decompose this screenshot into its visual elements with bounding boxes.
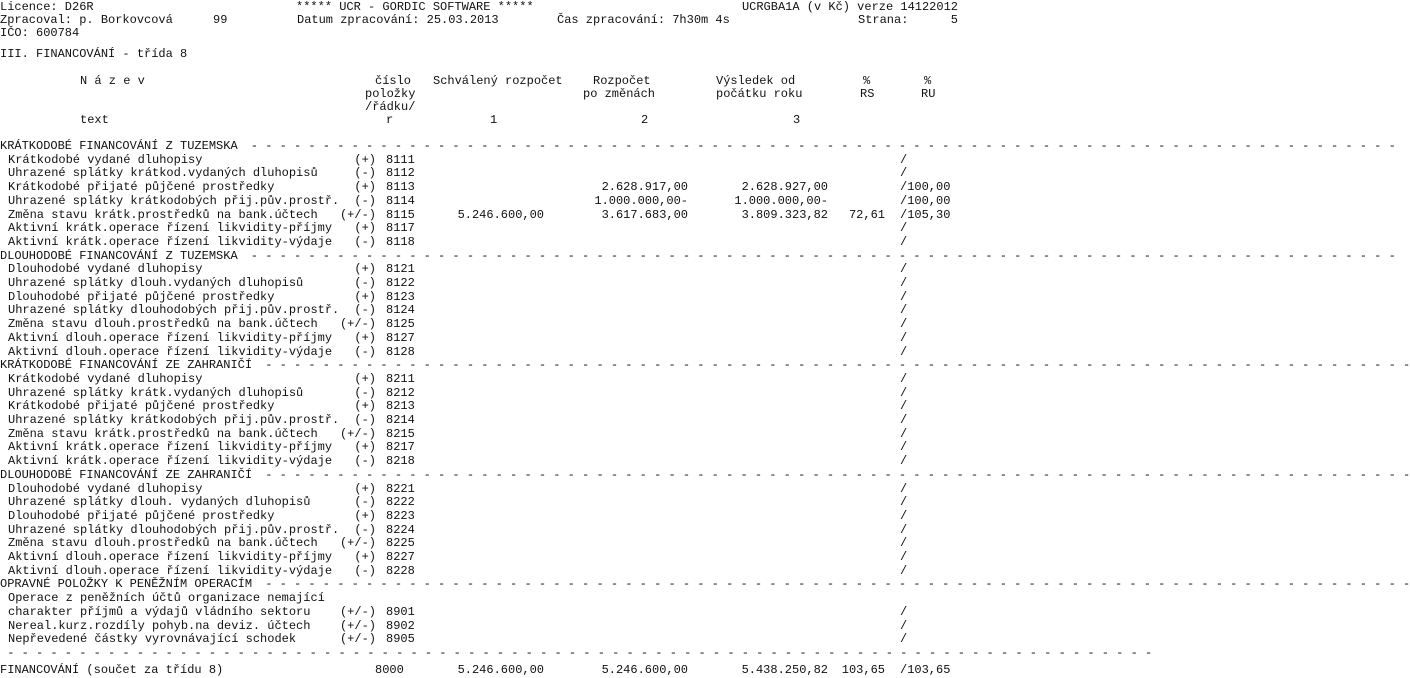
column-pct-rs: % (863, 74, 871, 88)
row-sign: (-) (354, 454, 376, 469)
row-ru: / (900, 618, 908, 633)
row-sign: (+/-) (339, 317, 376, 332)
processor-code: 99 (213, 13, 228, 27)
section-title: III. FINANCOVÁNÍ - třída 8 (0, 47, 188, 61)
row-code: 8128 (386, 344, 415, 359)
row-label: Krátkodobé přijaté půjčené prostředky (8, 180, 275, 195)
section-separator: - - - - - - - - - - - - - - - - - - - - - - - - - - - - - - - - - - - - - - - - - - - - - - - - - - - - - - - - - - - - - - - - - - - - - - - - - - - - - - - - (258, 358, 1410, 373)
row-ru: / (900, 221, 908, 236)
row-code: 8211 (386, 371, 415, 386)
row-label: Aktivní dlouh.operace řízení likvidity-výdaje (8, 563, 333, 578)
row-ru: / (900, 344, 908, 359)
column-header-row-2 (0, 88, 960, 102)
total-ru: /103,65 (900, 662, 951, 677)
row-sign: (+) (354, 481, 376, 496)
row-code: 8123 (386, 289, 415, 304)
row-label: Aktivní krátk.operace řízení likvidity-výdaje (8, 454, 333, 469)
row-ru: /100,00 (900, 180, 951, 195)
row-sign: (-) (354, 193, 376, 208)
row-label: Krátkodobé přijaté půjčené prostředky (8, 399, 275, 414)
row-sign: (+/-) (339, 207, 376, 222)
page-number: 5 (950, 13, 958, 27)
total-result: 5.438.250,82 (741, 662, 828, 677)
row-code: 8215 (386, 426, 415, 441)
row-code: 8218 (386, 454, 415, 469)
row-label: Dlouhodobé vydané dluhopisy (8, 262, 203, 277)
column-result-sub: 3 (793, 113, 801, 127)
table-row (0, 551, 960, 565)
total-modified: 5.246.600,00 (601, 662, 688, 677)
row-code: 8121 (386, 262, 415, 277)
row-label: Dlouhodobé přijaté půjčené prostředky (8, 289, 275, 304)
row-ru: / (900, 632, 908, 647)
section-name: DLOUHODOBÉ FINANCOVÁNÍ ZE ZAHRANIČÍ (0, 467, 253, 482)
row-ru: / (900, 426, 908, 441)
column-modified: Rozpočet (593, 74, 651, 88)
column-approved-sub: 1 (490, 113, 498, 127)
row-ru: /100,00 (900, 193, 951, 208)
row-code: 8112 (386, 166, 415, 181)
row-code: 8124 (386, 303, 415, 318)
row-ru: / (900, 522, 908, 537)
row-sign: (+) (354, 221, 376, 236)
row-modified: 2.628.917,00 (601, 180, 688, 195)
section-title-row (0, 467, 1410, 483)
row-code: 8223 (386, 508, 415, 523)
column-pct-rs-2: RS (860, 87, 875, 101)
row-label: Krátkodobé vydané dluhopisy (8, 371, 203, 386)
total-rs: 103,65 (841, 662, 885, 677)
row-code: 8118 (386, 234, 415, 249)
row-code: 8224 (386, 522, 415, 537)
row-label: Změna stavu krátk.prostředků na bank.účtech (8, 207, 318, 222)
column-pct-ru: % (924, 74, 932, 88)
row-code: 8115 (386, 207, 415, 222)
table-row (0, 414, 960, 428)
column-number-sub: r (386, 113, 394, 127)
table-row (0, 510, 960, 524)
row-modified: 3.617.683,00 (601, 207, 688, 222)
row-code: 8228 (386, 563, 415, 578)
row-label: Uhrazené splátky dlouhodobých přij.pův.prostř. (8, 522, 340, 537)
row-code: 8127 (386, 330, 415, 345)
row-ru: / (900, 330, 908, 345)
section-name: DLOUHODOBÉ FINANCOVÁNÍ Z TUZEMSKA (0, 248, 238, 263)
row-ru: / (900, 413, 908, 427)
total-separator-dashes: - - - - - - - - - - - - - - - - - - - - - - - - - - - - - - - - - - - - - - - - - - - - - - - - - - - - - - - - - - - - - - - - - - - - - - - - - - - - - - - - (0, 645, 1153, 660)
row-ru: / (900, 563, 908, 578)
section-separator: - - - - - - - - - - - - - - - - - - - - - - - - - - - - - - - - - - - - - - - - - - - - - - - - - - - - - - - - - - - - - - - - - - - - - - - - - - - - - - - - (243, 248, 1396, 263)
table-row (0, 455, 960, 469)
row-label: Uhrazené splátky dlouhodobých přij.pův.prostř. (8, 303, 340, 318)
row-sign: (+/-) (339, 536, 376, 551)
row-code: 8902 (386, 618, 415, 633)
row-result: 1.000.000,00- (734, 193, 828, 208)
row-label: Změna stavu dlouh.prostředků na bank.účtech (8, 317, 318, 332)
row-sign: (+) (354, 180, 376, 195)
section-separator: - - - - - - - - - - - - - - - - - - - - - - - - - - - - - - - - - - - - - - - - - - - - - - - - - - - - - - - - - - - - - - - - - - - - - - - - - - - - - - - - (243, 139, 1396, 153)
report-header-line-2 (0, 14, 960, 28)
column-header-row-3 (0, 101, 960, 115)
section-name: KRÁTKODOBÉ FINANCOVÁNÍ Z TUZEMSKA (0, 139, 238, 153)
table-row (0, 606, 960, 620)
row-ru: / (900, 289, 908, 304)
licence-text: Licence: D26R (0, 0, 94, 14)
row-sign: (+) (354, 289, 376, 304)
row-code: 8111 (386, 152, 415, 167)
column-number-3: /řádku/ (365, 100, 416, 114)
row-sign: (-) (354, 495, 376, 510)
row-label: Aktivní dlouh.operace řízení likvidity-příjmy (8, 330, 333, 345)
row-sign: (-) (354, 563, 376, 578)
row-sign: (-) (354, 522, 376, 537)
table-row (0, 318, 960, 332)
total-code: 8000 (375, 662, 404, 677)
row-sign: (+) (354, 330, 376, 345)
table-row (0, 373, 960, 387)
row-code: 8901 (386, 604, 415, 619)
total-label: FINANCOVÁNÍ (součet za třídu 8) (0, 662, 224, 677)
column-name-sub: text (80, 113, 109, 127)
row-label: Dlouhodobé přijaté půjčené prostředky (8, 508, 275, 523)
row-code: 8905 (386, 632, 415, 647)
row-label: Aktivní krátk.operace řízení likvidity-výdaje (8, 234, 333, 249)
row-sign: (+) (354, 152, 376, 167)
row-label: Operace z peněžních účtů organizace nemající (8, 591, 325, 606)
row-code: 8117 (386, 221, 415, 236)
row-ru: / (900, 399, 908, 414)
row-ru: / (900, 481, 908, 496)
row-sign: (+) (354, 440, 376, 455)
table-row (0, 277, 960, 291)
row-label: Dlouhodobé vydané dluhopisy (8, 481, 203, 496)
total-approved: 5.246.600,00 (457, 662, 544, 677)
row-sign: (+/-) (339, 618, 376, 633)
row-rs: 72,61 (848, 207, 885, 222)
row-label: Uhrazené splátky dlouh.vydaných dluhopisů (8, 276, 304, 290)
ico-text: IČO: 600784 (0, 26, 80, 40)
row-ru: / (900, 166, 908, 181)
section-name: OPRAVNÉ POLOŽKY K PENĚŽNÍM OPERACÍM (0, 577, 253, 592)
row-sign: (-) (354, 234, 376, 249)
program-name: ***** UCR - GORDIC SOFTWARE ***** (296, 0, 534, 14)
section-title-row (0, 139, 1396, 154)
row-label: Nepřevedené částky vyrovnávající schodek (8, 632, 297, 647)
row-ru: / (900, 276, 908, 290)
row-label: Změna stavu dlouh.prostředků na bank.účtech (8, 536, 318, 551)
row-sign: (+) (354, 508, 376, 523)
row-ru: / (900, 317, 908, 332)
column-number-2: položky (365, 87, 416, 101)
row-sign: (+/-) (339, 632, 376, 647)
row-ru: / (900, 234, 908, 249)
section-heading (0, 48, 960, 62)
row-sign: (-) (354, 413, 376, 427)
row-sign: (-) (354, 276, 376, 290)
total-separator (0, 645, 1153, 661)
processed-date: Datum zpracování: 25.03.2013 (297, 13, 499, 27)
row-sign: (+) (354, 399, 376, 414)
row-code: 8125 (386, 317, 415, 332)
row-ru: / (900, 550, 908, 564)
row-ru: / (900, 454, 908, 469)
row-sign: (+) (354, 371, 376, 386)
row-sign: (+/-) (339, 604, 376, 619)
program-version: UCRGBA1A (v Kč) verze 14122012 (741, 0, 958, 14)
row-approved: 5.246.600,00 (457, 207, 544, 222)
row-code: 8222 (386, 495, 415, 510)
row-code: 8217 (386, 440, 415, 455)
row-sign: (-) (354, 385, 376, 400)
column-result: Výsledek od (716, 74, 796, 88)
row-code: 8212 (386, 385, 415, 400)
row-ru: / (900, 536, 908, 551)
row-sign: (-) (354, 303, 376, 318)
row-ru: / (900, 371, 908, 386)
column-pct-ru-2: RU (921, 87, 936, 101)
row-label: Krátkodobé vydané dluhopisy (8, 152, 203, 167)
table-row (0, 181, 960, 195)
row-code: 8213 (386, 399, 415, 414)
row-label: Aktivní krátk.operace řízení likvidity-příjmy (8, 221, 333, 236)
column-header-row-4 (0, 114, 960, 128)
row-ru: / (900, 303, 908, 318)
processed-by: Zpracoval: p. Borkovcová (0, 13, 173, 27)
row-label: Změna stavu krátk.prostředků na bank.účtech (8, 426, 318, 441)
column-number: číslo (375, 74, 412, 88)
row-ru: / (900, 262, 908, 277)
row-code: 8113 (386, 180, 415, 195)
row-sign: (-) (354, 344, 376, 359)
row-label: Nereal.kurz.rozdíly pohyb.na deviz. účtech (8, 618, 311, 633)
row-sign: (+) (354, 550, 376, 564)
row-sign: (+) (354, 262, 376, 277)
row-label: Uhrazené splátky krátk.vydaných dluhopisů (8, 385, 304, 400)
row-code: 8214 (386, 413, 415, 427)
section-name: KRÁTKODOBÉ FINANCOVÁNÍ ZE ZAHRANIČÍ (0, 358, 253, 373)
table-row (0, 332, 960, 346)
section-separator: - - - - - - - - - - - - - - - - - - - - - - - - - - - - - - - - - - - - - - - - - - - - - - - - - - - - - - - - - - - - - - - - - - - - - - - - - - - - - - - - (258, 577, 1410, 592)
row-ru: / (900, 495, 908, 510)
table-row (0, 236, 960, 250)
row-ru: / (900, 508, 908, 523)
row-result: 2.628.927,00 (741, 180, 828, 195)
row-sign: (+/-) (339, 426, 376, 441)
page-label: Strana: (858, 13, 909, 27)
table-row (0, 195, 960, 209)
row-sign: (-) (354, 166, 376, 181)
row-ru: /105,30 (900, 207, 951, 222)
column-modified-2: po změnách (583, 87, 656, 101)
row-code: 8122 (386, 276, 415, 290)
column-header-row-1 (0, 75, 960, 89)
row-label: Aktivní krátk.operace řízení likvidity-příjmy (8, 440, 333, 455)
row-ru: / (900, 385, 908, 400)
column-modified-sub: 2 (641, 113, 649, 127)
column-name: N á z e v (80, 74, 145, 88)
row-code: 8114 (386, 193, 415, 208)
row-label: Uhrazené splátky krátkod.vydaných dluhopisů (8, 166, 318, 181)
row-label: Uhrazené splátky krátkodobých přij.pův.prostř. (8, 193, 340, 208)
row-code: 8221 (386, 481, 415, 496)
row-label: charakter příjmů a výdajů vládního sektoru (8, 604, 311, 619)
row-ru: / (900, 152, 908, 167)
row-ru: / (900, 440, 908, 455)
table-row (0, 592, 960, 606)
total-row (0, 664, 960, 678)
column-approved: Schválený rozpočet (433, 74, 563, 88)
column-result-2: počátku roku (716, 87, 803, 101)
row-modified: 1.000.000,00- (594, 193, 688, 208)
row-result: 3.809.323,82 (741, 207, 828, 222)
row-code: 8225 (386, 536, 415, 551)
ico-line (0, 27, 960, 41)
row-ru: / (900, 604, 908, 619)
processed-time: Čas zpracování: 7h30m 4s (557, 13, 730, 27)
row-code: 8227 (386, 550, 415, 564)
section-separator: - - - - - - - - - - - - - - - - - - - - - - - - - - - - - - - - - - - - - - - - - - - - - - - - - - - - - - - - - - - - - - - - - - - - - - - - - - - - - - - - (258, 467, 1410, 482)
row-label: Uhrazené splátky dlouh. vydaných dluhopisů (8, 495, 311, 510)
row-label: Aktivní dlouh.operace řízení likvidity-příjmy (8, 550, 333, 564)
row-label: Aktivní dlouh.operace řízení likvidity-výdaje (8, 344, 333, 359)
row-label: Uhrazené splátky krátkodobých přij.pův.prostř. (8, 413, 340, 427)
